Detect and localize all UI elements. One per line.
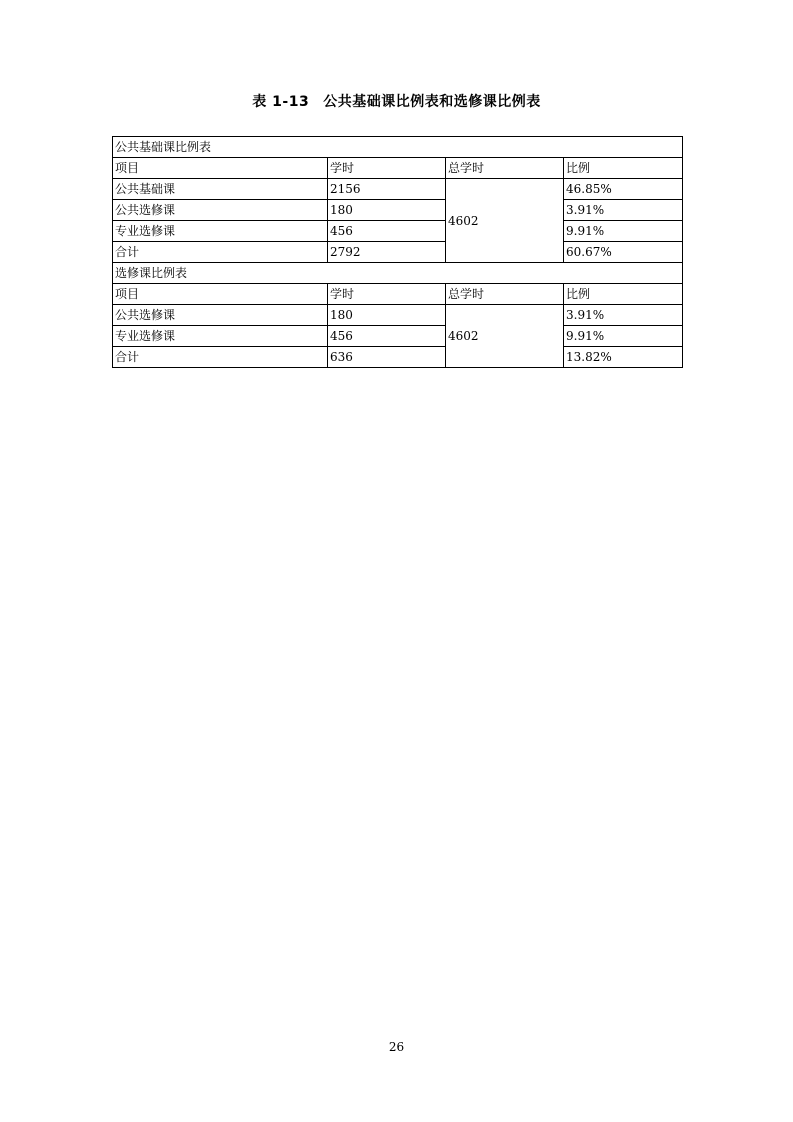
header-row xyxy=(113,284,683,305)
item-cell: 专业选修课 xyxy=(113,221,328,242)
table-row xyxy=(113,200,683,221)
header-hours: 学时 xyxy=(328,158,446,179)
ratio-cell: 3.91% xyxy=(564,305,683,326)
section-title: 选修课比例表 xyxy=(113,263,683,284)
header-row xyxy=(113,158,683,179)
table-row xyxy=(113,242,683,263)
table-caption xyxy=(0,91,793,111)
hours-cell: 180 xyxy=(328,305,446,326)
header-ratio: 比例 xyxy=(564,284,683,305)
section-title-row xyxy=(113,137,683,158)
header-item: 项目 xyxy=(113,158,328,179)
ratio-table xyxy=(112,136,683,368)
table-row xyxy=(113,326,683,347)
hours-cell: 456 xyxy=(328,326,446,347)
item-cell: 合计 xyxy=(113,347,328,368)
hours-cell: 456 xyxy=(328,221,446,242)
header-total-hours: 总学时 xyxy=(446,284,564,305)
item-cell: 公共选修课 xyxy=(113,200,328,221)
ratio-cell: 3.91% xyxy=(564,200,683,221)
hours-cell: 636 xyxy=(328,347,446,368)
section-title-row xyxy=(113,263,683,284)
item-cell: 公共基础课 xyxy=(113,179,328,200)
header-total-hours: 总学时 xyxy=(446,158,564,179)
ratio-cell: 60.67% xyxy=(564,242,683,263)
hours-cell: 180 xyxy=(328,200,446,221)
hours-cell: 2792 xyxy=(328,242,446,263)
table-caption-number: 表 1-13 xyxy=(252,94,310,110)
table-row xyxy=(113,179,683,200)
header-hours: 学时 xyxy=(328,284,446,305)
page-number: 26 xyxy=(388,1040,405,1054)
table-caption-text: 公共基础课比例表和选修课比例表 xyxy=(323,94,541,110)
hours-cell: 2156 xyxy=(328,179,446,200)
table-row xyxy=(113,347,683,368)
total-hours-cell: 4602 xyxy=(446,179,564,263)
header-ratio: 比例 xyxy=(564,158,683,179)
section-title: 公共基础课比例表 xyxy=(113,137,683,158)
ratio-cell: 9.91% xyxy=(564,326,683,347)
item-cell: 专业选修课 xyxy=(113,326,328,347)
ratio-cell: 9.91% xyxy=(564,221,683,242)
header-item: 项目 xyxy=(113,284,328,305)
total-hours-cell: 4602 xyxy=(446,305,564,368)
item-cell: 合计 xyxy=(113,242,328,263)
item-cell: 公共选修课 xyxy=(113,305,328,326)
table-row xyxy=(113,221,683,242)
ratio-cell: 13.82% xyxy=(564,347,683,368)
ratio-cell: 46.85% xyxy=(564,179,683,200)
table-row xyxy=(113,305,683,326)
